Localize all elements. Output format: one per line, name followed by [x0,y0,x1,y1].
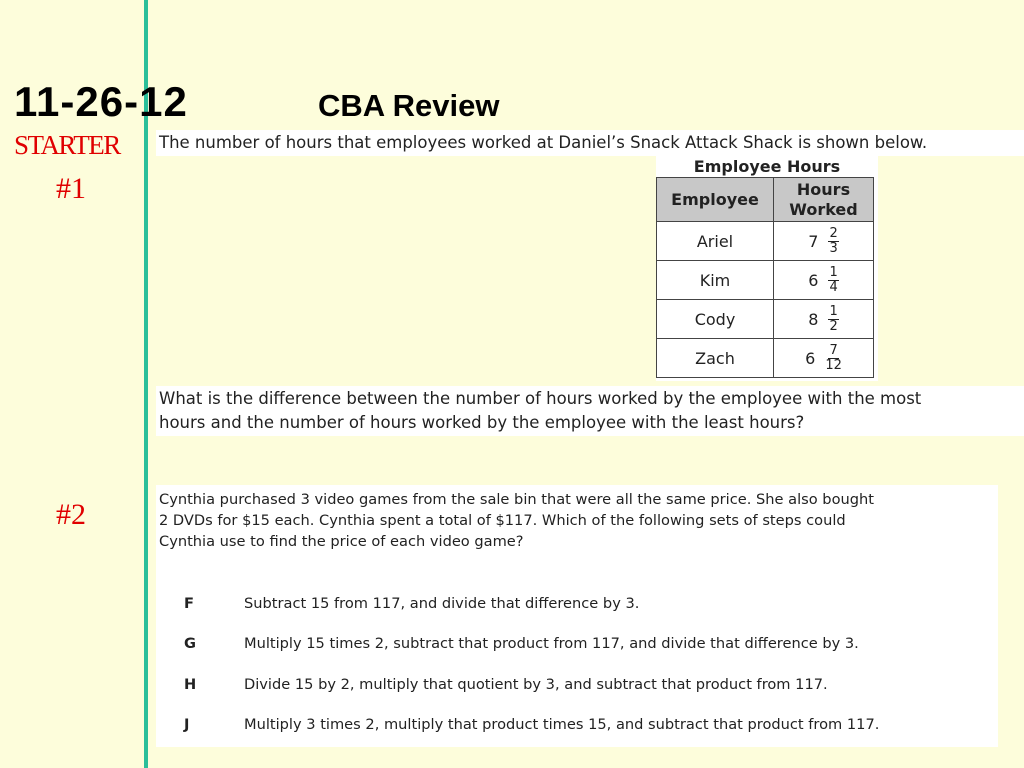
page-date: 11-26-12 [14,78,188,125]
hours-fraction [828,266,838,295]
employee-name: Kim [657,261,774,300]
fraction-denominator: 12 [825,357,842,373]
employee-name: Cody [657,300,774,339]
question-2-prompt [159,489,874,552]
hours-whole: 7 [808,231,819,251]
question-1-prompt [156,386,1024,436]
answer-option-f[interactable] [156,592,998,616]
fraction-denominator: 2 [829,318,838,334]
hours-value [774,300,874,339]
table-row [657,339,874,378]
question-2-line-3: Cynthia use to find the price of each video game? [159,533,524,550]
question-2-box [156,485,998,747]
table-row [657,222,874,261]
hours-table [656,177,874,378]
question-1-number: #1 [56,172,86,205]
employee-name: Zach [657,339,774,378]
answer-option-j[interactable] [156,713,998,737]
fraction-numerator: 7 [829,342,838,358]
hours-value [774,222,874,261]
hours-value [774,339,874,378]
question-2-number: #2 [56,498,86,531]
hours-fraction [825,344,842,373]
option-text: Multiply 15 times 2, subtract that product from 117, and divide that difference by 3. [244,635,859,652]
option-text: Divide 15 by 2, multiply that quotient by 3, and subtract that product from 117. [244,676,828,693]
table-row [657,261,874,300]
employee-name: Ariel [657,222,774,261]
fraction-denominator: 3 [829,240,838,256]
fraction-numerator: 2 [829,225,838,241]
answer-option-g[interactable] [156,632,998,656]
question-1-line-2: hours and the number of hours worked by the employee with the least hours? [159,413,805,432]
fraction-denominator: 4 [829,279,838,295]
question-1-line-1: What is the difference between the number of hours worked by the employee with the most [159,389,922,408]
option-letter: G [184,635,196,652]
option-text: Multiply 3 times 2, multiply that product times 15, and subtract that product from 117. [244,716,880,733]
employee-hours-table [656,156,878,381]
fraction-numerator: 1 [829,303,838,319]
option-letter: F [184,595,194,612]
table-row [657,300,874,339]
hours-whole: 6 [808,270,819,290]
hours-whole: 6 [805,348,816,368]
table-title: Employee Hours [693,157,841,176]
option-text: Subtract 15 from 117, and divide that difference by 3. [244,595,640,612]
hours-whole: 8 [808,309,819,329]
question-2-line-1: Cynthia purchased 3 video games from the sale bin that were all the same price. She also bought [159,491,874,508]
fraction-numerator: 1 [829,264,838,280]
hours-fraction [828,227,838,256]
option-letter: J [184,716,190,733]
hours-value [774,261,874,300]
question-2-line-2: 2 DVDs for $15 each. Cynthia spent a total of $117. Which of the following sets of steps could [159,512,846,529]
option-letter: H [184,676,197,693]
header-hours: Hours [796,179,851,199]
header-employee: Employee [657,178,774,222]
starter-label: STARTER [14,130,120,160]
question-1-intro: The number of hours that employees worked at Daniel’s Snack Attack Shack is shown below. [156,130,1024,156]
table-header-row [657,178,874,222]
answer-option-h[interactable] [156,673,998,697]
header-hours-worked [774,178,874,222]
header-worked: Worked [789,199,858,219]
hours-fraction [828,305,838,334]
page-title: CBA Review [318,88,500,123]
